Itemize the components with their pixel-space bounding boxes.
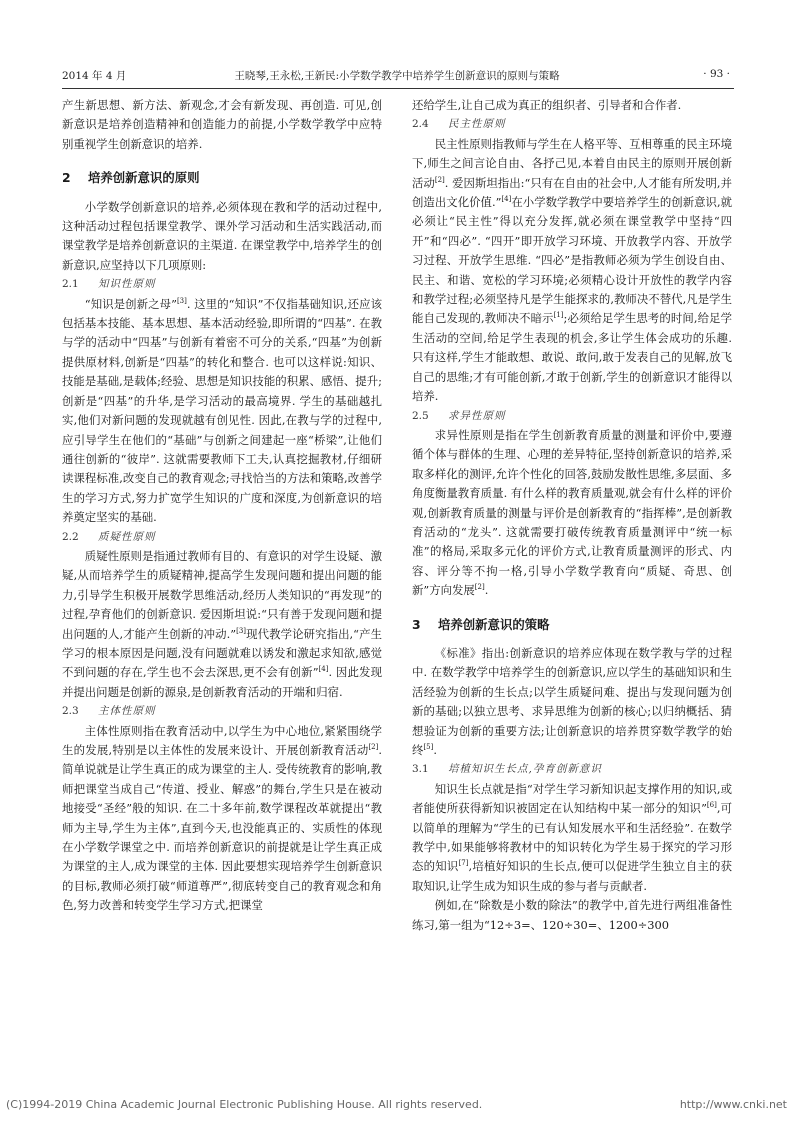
paragraph-text: 民主性原则指教师与学生在人格平等、互相尊重的民主环境下,师生之间言论自由、各抒己见,本着自由民主的原则开展创新活动: [412, 136, 732, 190]
paragraph-text: 在小学数学教学中要培养学生的创新意识,就必须让“民主性”得以充分发挥,就必须在课堂教学中坚持“四开”和“四必”. “四开”即开放学习环境、开放教学内容、开放学习过程、开放学生思维. “四必”是指教师必须为学生创设自由、民主、和谐、宽松的学习环境;必须精心设计开放性的教学内容和教学过程;必须坚持凡是学生能探求的,教师决不替代,凡是学生能自己发现的,教师决不暗示: [412, 195, 732, 326]
right-column: [412, 96, 732, 935]
paragraph: 小学数学创新意识的培养,必须体现在教和学的活动过程中,这种活动过程包括课堂教学、课外学习活动和生活实践活动,而课堂教学是培养创新意识的主渠道. 在课堂教学中,培养学生的创新意识,应坚持以下几项原则:: [62, 199, 382, 272]
subsection-number: 3.1: [412, 763, 429, 776]
paragraph-text: 求异性原则是指在学生创新教育质量的测量和评价中,要遵循个体与群体的生理、心理的差异特征,坚持创新意识的培养,采取多样化的测评,允许个性化的回答,鼓励发散性思维,多层面、多角度衡量教育质量. 有什么样的教育质量观,就会有什么样的评价观,创新教育质量的测量与评价是创新教育的“指挥棒”,是创新教育活动的“龙头”. 这就需要打破传统教育质量测评中“统一标准”的格局,采取多元化的评价方式,让教育质量测评的形式、内容、评分等不拘一格,引导小学数学教育向“质疑、奇思、创新”方向发展: [412, 427, 732, 598]
subsection-title: 质疑性原则: [98, 530, 156, 543]
footer-url: http://www.cnki.net: [679, 1098, 787, 1111]
page-number: · 93 ·: [703, 68, 730, 80]
paragraph-text: . 简单说就是让学生真正的成为课堂的主人. 受传统教育的影响,教师把课堂当成自己“传道、授业、解惑”的舞台,学生只是在被动地接受“圣经”般的知识. 在二十多年前,数学课程改革就提出“教师为主导,学生为主体”,直到今天,也没能真正的、实质性的体现在小学数学课堂之中. 而培养创新意识的前提就是让学生真正成为课堂的主人,成为课堂的主体. 因此要想实现培养学生创新意识的目标,教师必须打破“师道尊严”,彻底转变自己的教育观念和角色,努力改善和转变学生学习方式,把课堂: [62, 743, 382, 913]
paragraph: 产生新思想、新方法、新观念,才会有新发现、再创造. 可见,创新意识是培养创造精神和创造能力的前提,小学数学教学中应特别重视学生创新意识的培养.: [62, 98, 382, 151]
citation: [2]: [368, 743, 379, 752]
copyright-notice: (C)1994-2019 China Academic Journal Electronic Publishing House. All rights reserved.: [6, 1098, 483, 1111]
paragraph-text: 知识生长点就是指“对学生学习新知识起支撑作用的知识,或者能使所获得新知识被固定在认知结构中某一部分的知识”: [412, 781, 732, 816]
citation: [2]: [474, 583, 485, 592]
subsection-title: 民主性原则: [448, 118, 506, 131]
citation: [2]: [434, 175, 445, 184]
running-title: 王晓琴,王永松,王新民:小学数学教学中培养学生创新意识的原则与策略: [234, 70, 560, 82]
paragraph: 还给学生,让自己成为真正的组织者、引导者和合作者.: [412, 98, 682, 112]
issue-date: 2014 年 4 月: [62, 70, 127, 82]
paragraph: [62, 722, 382, 916]
paragraph-text: 主体性原则指在教育活动中,以学生为中心地位,紧紧围绕学生的发展,特别是以主体性的发展来设计、开展创新教育活动: [62, 723, 382, 757]
citation: [6]: [706, 801, 717, 810]
subsection-number: 2.5: [412, 409, 429, 422]
citation: [7]: [458, 859, 469, 868]
header-rule: [62, 88, 734, 89]
paragraph-text: ,培植好知识的生长点,便可以促进学生独立自主的获取知识,让学生成为知识生成的参与者与贡献者.: [412, 859, 732, 893]
section-title: 培养创新意识的原则: [88, 170, 200, 186]
paragraph-text: . 这里的“知识”不仅指基础知识,还应该包括基本技能、基本思想、基本活动经验,即所谓的“四基”. 在教与学的活动中“四基”与创新有着密不可分的关系,“四基”为创新提供原材料,创新是“四基”的转化和整合. 也可以这样说:知识、技能是基础,是载体;经验、思想是知识技能的积累、感悟、提升;创新是“四基”的升华,是学习活动的最高境界. 学生的基础越扎实,他们对新问题的发现就越有创见性. 因此,在教与学的过程中,应引导学生在他们的“基础”与创新之间建起一座“桥梁”,让他们通往创新的“彼岸”. 这就需要教师下工夫,认真挖掘教材,仔细研读课程标准,改变自己的教育观念;寻找恰当的方法和策略,改善学生的学习方式,努力扩宽学生知识的广度和深度,为创新意识的培养奠定坚实的基础.: [62, 296, 382, 525]
paragraph-text: .: [484, 583, 489, 598]
citation: [1]: [553, 311, 564, 320]
paragraph: [412, 780, 732, 896]
subsection-title: 主体性原则: [98, 705, 156, 718]
section-heading-2: [62, 168, 382, 187]
citation: [4]: [318, 665, 329, 674]
section-title: 培养创新意识的策略: [438, 616, 550, 632]
subsection-number: 2.3: [62, 705, 79, 718]
subsection-number: 2.4: [412, 118, 429, 131]
paragraph: [412, 426, 732, 601]
citation: [4]: [501, 195, 512, 204]
subsection-heading-2-3: [62, 702, 382, 721]
left-column: [62, 96, 382, 916]
paragraph-text: 质疑性原则是指通过教师有目的、有意识的对学生设疑、激疑,从而培养学生的质疑精神,提高学生发现问题和提出问题的能力,引导学生积极开展数学思维活动,经历人类知识的“再发现”的过程,孕育他们的创新意识. 爱因斯坦说:“只有善于发现问题和提出问题的人,才能产生创新的冲动.”: [62, 548, 382, 641]
subsection-heading-2-4: [412, 115, 732, 134]
paragraph-text: ;必须给足学生思考的时间,给足学生活动的空间,给足学生表现的机会,多让学生体会成功的乐趣. 只有这样,学生才能敢想、敢说、敢问,敢于发表自己的见解,放飞自己的思维;才有可能创新,才敢于创新,学生的创新意识才能得以培养.: [412, 311, 732, 404]
subsection-heading-2-1: [62, 275, 382, 294]
paragraph: 例如,在“除数是小数的除法”的教学中,首先进行两组准备性练习,第一组为“12÷3=、120÷30=、1200÷300: [412, 898, 732, 932]
paragraph-text: . 爱因斯坦指出:“只有在自由的社会中,人才能有所发明,并创造出文化价值.”: [412, 175, 732, 210]
citation: [3]: [236, 626, 247, 635]
paragraph-text: . 因此发现并提出问题是创新的源泉,是创新教育活动的开端和归宿.: [62, 665, 382, 699]
paragraph: [412, 644, 732, 760]
paragraph: [412, 135, 732, 407]
subsection-number: 2.1: [62, 278, 79, 291]
paragraph: [62, 295, 382, 528]
subsection-title: 培植知识生长点,孕育创新意识: [448, 763, 602, 776]
paragraph-text: 《标准》指出:创新意识的培养应体现在数学教与学的过程中. 在数学教学中培养学生的创新意识,应以学生的基础知识和生活经验为创新的生长点;以学生质疑问难、提出与发现问题为创新的基础;以独立思考、求异思维为创新的核心;以归纳概括、猜想验证为创新的重要方法;让创新意识的培养贯穿数学教学的始终: [412, 645, 732, 757]
subsection-number: 2.2: [62, 530, 79, 543]
subsection-title: 知识性原则: [98, 278, 156, 291]
running-header: [62, 66, 732, 84]
subsection-heading-3-1: [412, 760, 732, 779]
section-number: 2: [62, 170, 71, 186]
subsection-heading-2-5: [412, 407, 732, 426]
citation: [3]: [176, 296, 187, 305]
section-heading-3: [412, 615, 732, 634]
paragraph-text: .: [433, 743, 437, 757]
paragraph-text: “知识是创新之母”: [84, 296, 177, 311]
subsection-heading-2-2: [62, 528, 382, 547]
subsection-title: 求异性原则: [448, 409, 506, 422]
paragraph-text: 现代教学论研究指出,“产生学习的根本原因是问题,没有问题就难以诱发和激起求知欲,感觉不到问题的存在,学生也不会去深思,更不会有创新”: [62, 626, 382, 680]
paragraph-text: ,可以简单的理解为“学生的已有认知发展水平和生活经验”. 在数学教学中,如果能够将教材中的知识转化为学生易于探究的学习形态的知识: [412, 801, 732, 874]
section-number: 3: [412, 616, 421, 632]
paragraph: [62, 547, 382, 702]
citation: [5]: [423, 743, 434, 752]
